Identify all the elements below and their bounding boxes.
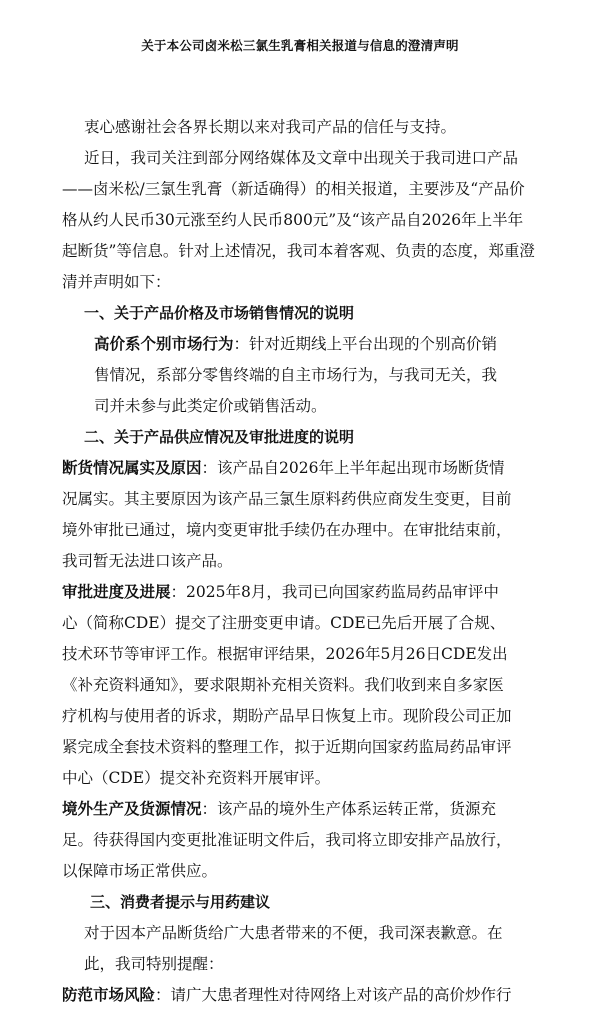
section2-item3-label: 境外生产及货源情况 xyxy=(62,800,202,818)
document-body xyxy=(0,112,600,1011)
section2-item3-text: ：该产品的境外生产体系运转正常，货源充足。待获得国内变更批准证明文件后，我司将立即安排产品放行，以保障市场正常供应。 xyxy=(62,800,512,880)
section3-apology: 对于因本产品断货给广大患者带来的不便，我司深表歉意。在此，我司特别提醒： xyxy=(84,924,503,973)
section2-item1-text: ：该产品自2026年上半年起出现市场断货情况属实。其主要原因为该产品三氯生原料药供应商发生变更，目前境外审批已通过，境内变更审批手续仍在办理中。在审批结束前，我司暂无法进口该产品。 xyxy=(62,459,512,570)
section3-item xyxy=(0,980,600,1011)
section2-item2 xyxy=(0,577,600,794)
section3-heading: 三、消费者提示与用药建议 xyxy=(90,893,271,911)
section2-item2-text: ：2025年8月，我司已向国家药监局药品审评中心（简称CDE）提交了注册变更申请。CDE已先后开展了合规、技术环节等审评工作。根据审评结果，2026年5月26日CDE发出《补充资料通知》，要求限期补充相关资料。我们收到来自多家医疗机构与使用者的诉求，期盼产品早日恢复上市。现阶段公司正加紧完成全套技术资料的整理工作，拟于近期向国家药监局药品审评中心（CDE）提交补充资料开展审评。 xyxy=(62,583,512,787)
section1-item-label: 高价系个别市场行为 xyxy=(94,335,234,353)
section1-item xyxy=(0,329,600,422)
section2-item2-label: 审批进度及进展 xyxy=(62,583,171,601)
section1-item-text: ：针对近期线上平台出现的个别高价销售情况，系部分零售终端的自主市场行为，与我司无关，我司并未参与此类定价或销售活动。 xyxy=(94,335,498,415)
section2-heading: 二、关于产品供应情况及审批进度的说明 xyxy=(84,428,355,446)
intro-thanks-paragraph: 衷心感谢社会各界长期以来对我司产品的信任与支持。 xyxy=(84,118,457,136)
section2-item3 xyxy=(0,794,600,887)
section2-item1 xyxy=(0,453,600,577)
section3-item-text: ：请广大患者理性对待网络上对该产品的高价炒作行 xyxy=(155,986,512,1004)
intro-main-paragraph: 近日，我司关注到部分网络媒体及文章中出现关于我司进口产品——卤米松/三氯生乳膏（新适确得）的相关报道，主要涉及“产品价格从约人民币30元涨至约人民币800元”及“该产品自2026年上半年起断货”等信息。针对上述情况，我司本着客观、负责的态度，郑重澄清并声明如下： xyxy=(62,149,535,291)
section1-heading: 一、关于产品价格及市场销售情况的说明 xyxy=(84,304,355,322)
document-title: 关于本公司卤米松三氯生乳膏相关报道与信息的澄清声明 xyxy=(141,38,459,53)
section3-item-label: 防范市场风险 xyxy=(62,986,156,1004)
section2-item1-label: 断货情况属实及原因 xyxy=(62,459,202,477)
